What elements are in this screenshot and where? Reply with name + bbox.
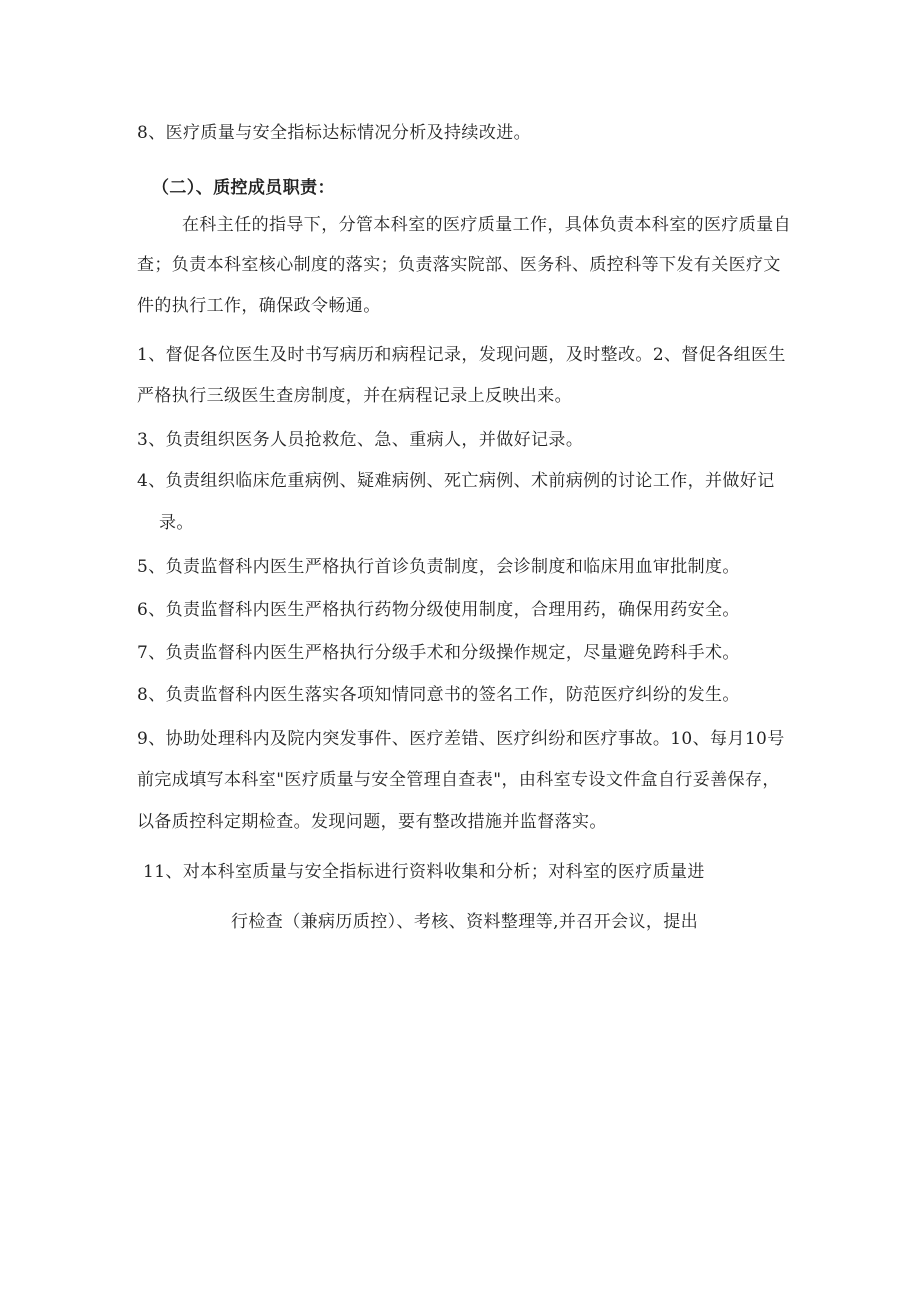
duty-item-6: 6、负责监督科内医生严格执行药物分级使用制度，合理用药，确保用药安全。 bbox=[137, 600, 740, 620]
duty-item-8: 8、负责监督科内医生落实各项知情同意书的签名工作，防范医疗纠纷的发生。 bbox=[137, 685, 740, 705]
duty-item-3: 3、负责组织医务人员抢救危、急、重病人，并做好记录。 bbox=[137, 430, 584, 450]
duty-item-4-continued: 录。 bbox=[159, 513, 194, 533]
duty-item-1-2: 1、督促各位医生及时书写病历和病程记录，发现问题，及时整改。2、督促各组医生 bbox=[137, 345, 786, 365]
duty-item-10-end: 以备质控科定期检查。发现问题，要有整改措施并监督落实。 bbox=[137, 812, 607, 832]
duty-item-5: 5、负责监督科内医生严格执行首诊负责制度，会诊制度和临床用血审批制度。 bbox=[137, 557, 740, 577]
duty-item-11: 11、对本科室质量与安全指标进行资料收集和分析；对科室的医疗质量进 bbox=[143, 862, 705, 882]
paragraph-line-2: 查；负责本科室核心制度的落实；负责落实院部、医务科、质控科等下发有关医疗文 bbox=[137, 255, 781, 275]
section-heading-qc-member-duties: （二）、质控成员职责： bbox=[152, 178, 335, 198]
duty-item-7: 7、负责监督科内医生严格执行分级手术和分级操作规定，尽量避免跨科手术。 bbox=[137, 643, 740, 663]
duty-item-10-continued: 前完成填写本科室"医疗质量与安全管理自查表"，由科室专设文件盒自行妥善保存， bbox=[137, 770, 780, 790]
duty-item-4: 4、负责组织临床危重病例、疑难病例、死亡病例、术前病例的讨论工作，并做好记 bbox=[137, 471, 775, 491]
duty-item-2-continued: 严格执行三级医生查房制度，并在病程记录上反映出来。 bbox=[137, 386, 572, 406]
duty-item-11-continued: 行检查（兼病历质控）、考核、资料整理等,并召开会议，提出 bbox=[231, 912, 699, 932]
paragraph-line-1: 在科主任的指导下，分管本科室的医疗质量工作，具体负责本科室的医疗质量自 bbox=[182, 215, 791, 235]
paragraph-line-3: 件的执行工作，确保政令畅通。 bbox=[137, 296, 381, 316]
duty-item-9-10: 9、协助处理科内及院内突发事件、医疗差错、医疗纠纷和医疗事故。10、每月10号 bbox=[137, 729, 785, 749]
item-8-quality-analysis: 8、医疗质量与安全指标达标情况分析及持续改进。 bbox=[137, 123, 532, 143]
